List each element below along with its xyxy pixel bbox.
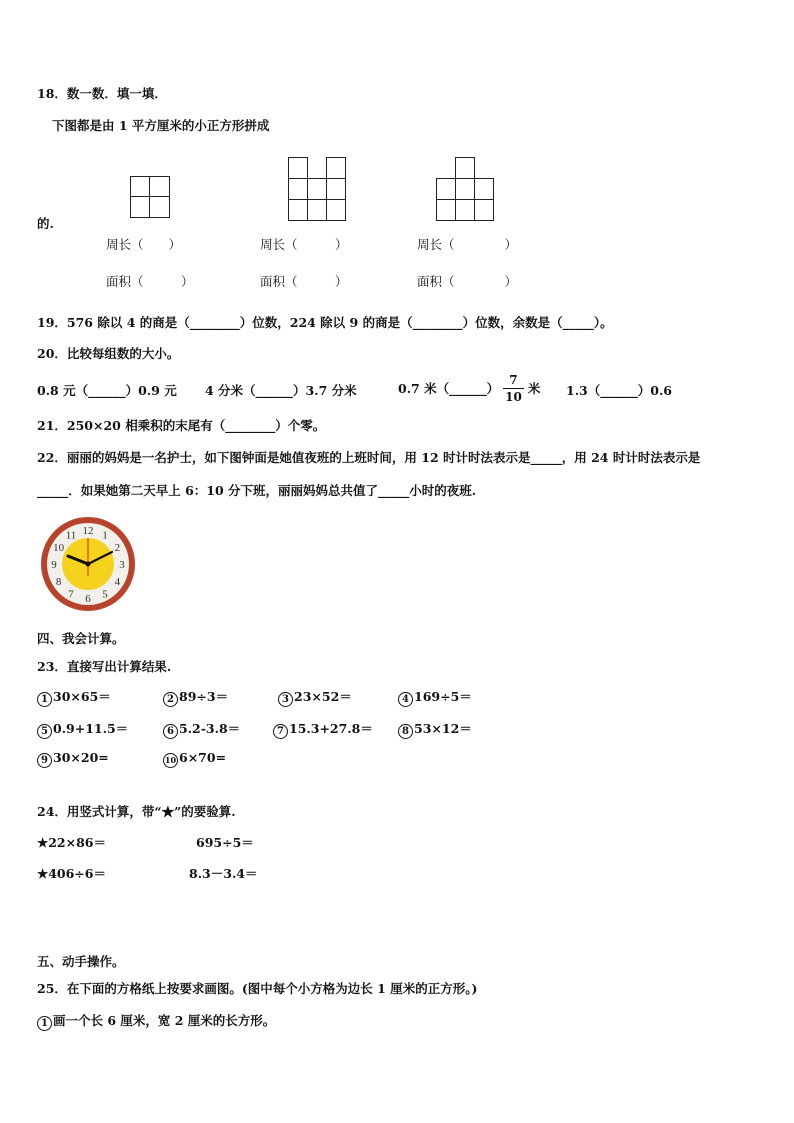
- section-5-heading: 五、动手操作。: [37, 954, 125, 969]
- q18-tail: 的.: [37, 216, 54, 231]
- q23-item-9: [37, 750, 109, 768]
- q20-item-1: 0.8 元（______）0.9 元: [37, 383, 177, 398]
- q23-item-8: [398, 719, 472, 739]
- q23-item-4: [398, 687, 472, 707]
- q23-expr: 6×70=: [179, 750, 227, 765]
- circled-number: 1: [37, 692, 52, 707]
- perimeter-blank-3[interactable]: 周长（ ）: [417, 237, 518, 252]
- circled-number: 6: [163, 724, 178, 739]
- circled-number: 4: [398, 692, 413, 707]
- q23-expr: 169÷5＝: [414, 689, 472, 704]
- fraction-seven-tenths: [503, 374, 524, 403]
- circled-number: 1: [37, 1016, 52, 1031]
- area-blank-2[interactable]: 面积（ ）: [260, 274, 348, 289]
- q23-expr: 89÷3＝: [179, 689, 229, 704]
- fraction-denominator: 10: [505, 389, 522, 404]
- clock-numeral-6: 6: [85, 593, 91, 605]
- perimeter-blank-1[interactable]: 周长（ ）: [106, 237, 182, 252]
- q25-sub-text: 画一个长 6 厘米，宽 2 厘米的长方形。: [53, 1013, 276, 1028]
- q22-line-1: 22．丽丽的妈妈是一名护士，如下图钟面是她值夜班的上班时间，用 12 时计时法表示是_____，用 24 时计时法表示是: [37, 450, 701, 465]
- q23-expr: 23×52＝: [294, 689, 352, 704]
- q24-title: 24．用竖式计算，带“★”的要验算.: [37, 804, 236, 819]
- clock-numeral-10: 10: [53, 542, 65, 554]
- q20-title: 20．比较每组数的大小。: [37, 346, 180, 361]
- q25-sub-1: [37, 1011, 275, 1031]
- q23-expr: 15.3+27.8＝: [289, 721, 373, 736]
- circled-number: 5: [37, 724, 52, 739]
- clock-numeral-4: 4: [114, 576, 121, 588]
- q23-title: 23．直接写出计算结果.: [37, 659, 172, 674]
- clock-numeral-9: 9: [51, 559, 57, 571]
- q23-item-7: [273, 719, 373, 739]
- circled-number: 2: [163, 692, 178, 707]
- circled-number: 10: [163, 753, 178, 768]
- clock-numeral-5: 5: [102, 588, 108, 601]
- q20-item-2: 4 分米（______）3.7 分米: [205, 383, 357, 398]
- q23-expr: 30×20=: [53, 750, 109, 765]
- clock-numeral-11: 11: [65, 529, 77, 542]
- area-blank-3[interactable]: 面积（ ）: [417, 274, 518, 289]
- q23-expr: 5.2-3.8＝: [179, 721, 241, 736]
- q23-expr: 0.9+11.5＝: [53, 721, 129, 736]
- circled-number: 3: [278, 692, 293, 707]
- q20-item-3: [398, 368, 540, 408]
- clock-illustration: [38, 514, 138, 614]
- q18-intro: 下图都是由 1 平方厘米的小正方形拼成: [52, 118, 270, 133]
- perimeter-blank-2[interactable]: 周长（ ）: [260, 237, 348, 252]
- q23-item-5: [37, 719, 128, 739]
- circled-number: 9: [37, 753, 52, 768]
- clock-center-pin: [86, 562, 91, 567]
- q24-item-1: ★22×86＝: [37, 835, 106, 850]
- q20-item-4: 1.3（______）0.6: [566, 383, 672, 398]
- q24-item-4: 8.3－3.4＝: [189, 866, 258, 881]
- square-figure-3: [436, 157, 494, 221]
- clock-numeral-8: 8: [55, 576, 62, 588]
- square-figure-2: [288, 157, 346, 221]
- q23-expr: 30×65＝: [53, 689, 111, 704]
- area-blank-1[interactable]: 面积（ ）: [106, 274, 194, 289]
- q24-item-2: 695÷5＝: [196, 835, 254, 850]
- q24-item-3: ★406÷6＝: [37, 866, 106, 881]
- clock-numeral-3: 3: [119, 559, 125, 571]
- q23-item-6: [163, 719, 240, 739]
- q19-text: 19．576 除以 4 的商是（________）位数，224 除以 9 的商是（________）位数，余数是（_____）。: [37, 315, 613, 330]
- q23-item-1: [37, 687, 111, 707]
- q23-item-2: [163, 687, 228, 707]
- q18-title: 18．数一数．填一填．: [37, 86, 167, 101]
- q22-line-2: _____．如果她第二天早上 6：10 分下班，丽丽妈妈总共值了_____小时的夜班.: [37, 483, 477, 498]
- square-figure-1: [130, 176, 170, 218]
- clock-numeral-12: 12: [82, 525, 94, 537]
- q25-title: 25．在下面的方格纸上按要求画图。(图中每个小方格为边长 1 厘米的正方形。): [37, 981, 478, 996]
- section-4-heading: 四、我会计算。: [37, 631, 125, 646]
- circled-number: 7: [273, 724, 288, 739]
- q23-item-3: [278, 687, 352, 707]
- fraction-numerator: 7: [509, 372, 518, 387]
- circled-number: 8: [398, 724, 413, 739]
- q23-expr: 53×12＝: [414, 721, 472, 736]
- clock-numeral-7: 7: [68, 588, 74, 601]
- q20-item-3-prefix: 0.7 米（______）: [398, 381, 500, 396]
- q20-item-3-unit: 米: [527, 381, 541, 396]
- clock-numeral-2: 2: [114, 542, 121, 554]
- clock-numeral-1: 1: [102, 529, 108, 542]
- q21-text: 21．250×20 相乘积的末尾有（________）个零。: [37, 418, 326, 433]
- q23-item-10: [163, 750, 226, 768]
